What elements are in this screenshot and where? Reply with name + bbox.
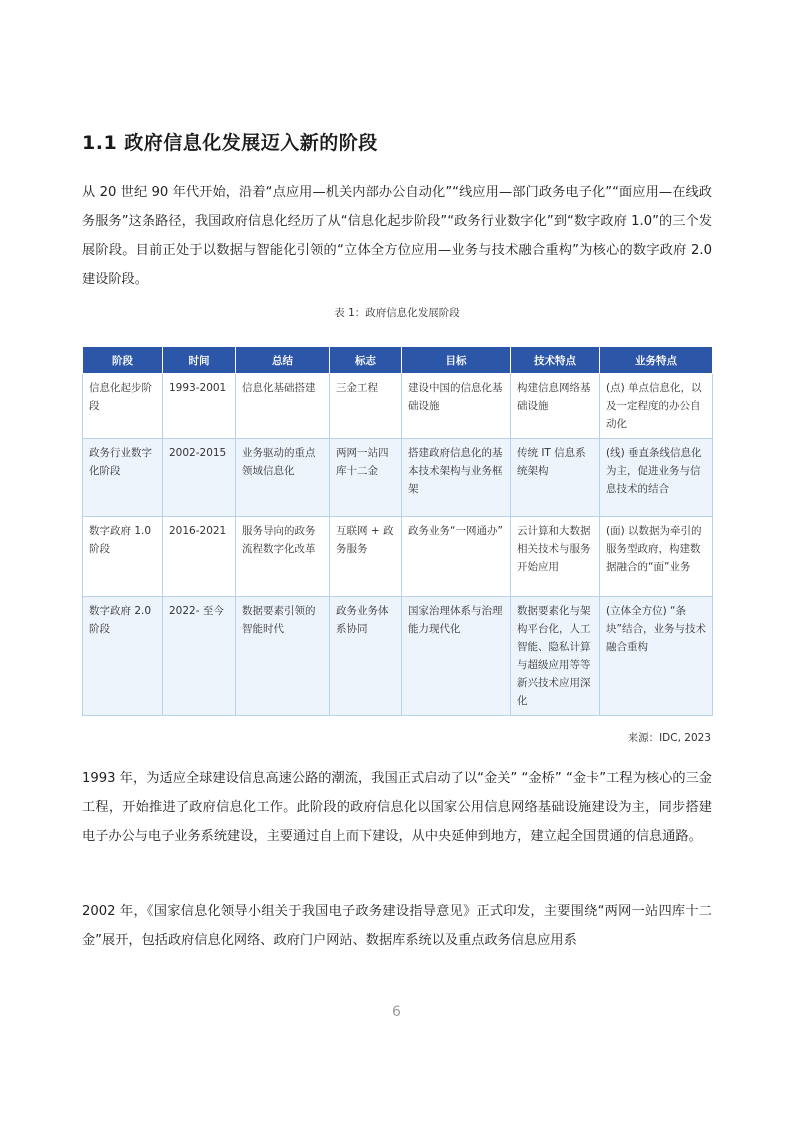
cell-business-features: (线) 垂直条线信息化为主，促进业务与信息技术的结合 (600, 439, 713, 517)
table-row (83, 517, 713, 597)
table-caption: 表 1：政府信息化发展阶段 (334, 307, 460, 319)
header-summary: 总结 (236, 347, 330, 374)
body-paragraph: 1993 年，为适应全球建设信息高速公路的潮流，我国正式启动了以“金关” “金桥” “金卡”工程为核心的三金工程，开始推进了政府信息化工作。此阶段的政府信息化以国家公用信息网络基础设施建设为主，同步搭建电子办公与电子业务系统建设，主要通过自上而下建设，从中央延伸到地方，建立起全国贯通的信息通路。 (82, 771, 712, 844)
cell-stage: 政务行业数字化阶段 (83, 439, 163, 517)
cell-tech-features: 传统 IT 信息系统架构 (511, 439, 600, 517)
cell-business-features: (点) 单点信息化，以及一定程度的办公自动化 (600, 374, 713, 439)
cell-stage: 数字政府 2.0 阶段 (83, 597, 163, 716)
cell-stage: 信息化起步阶段 (83, 374, 163, 439)
cell-marker: 两网一站四库十二金 (330, 439, 402, 517)
table-source: 来源：IDC, 2023 (627, 732, 711, 744)
cell-summary: 信息化基础搭建 (236, 374, 330, 439)
cell-goal: 政务业务“一网通办” (402, 517, 511, 597)
cell-business-features: (面) 以数据为牵引的服务型政府，构建数据融合的“面”业务 (600, 517, 713, 597)
cell-time: 1993-2001 (163, 374, 236, 439)
cell-summary: 服务导向的政务流程数字化改革 (236, 517, 330, 597)
table-row (83, 597, 713, 716)
header-tech-features: 技术特点 (511, 347, 600, 374)
cell-summary: 业务驱动的重点领域信息化 (236, 439, 330, 517)
cell-marker: 三金工程 (330, 374, 402, 439)
table-row (83, 374, 713, 439)
cell-time: 2016-2021 (163, 517, 236, 597)
page-number: 6 (392, 1004, 401, 1020)
cell-marker: 政务业务体系协同 (330, 597, 402, 716)
cell-time: 2022- 至今 (163, 597, 236, 716)
header-stage: 阶段 (83, 347, 163, 374)
table-row (83, 439, 713, 517)
cell-business-features: (立体全方位) “条块”结合，业务与技术融合重构 (600, 597, 713, 716)
cell-goal: 搭建政府信息化的基本技术架构与业务框架 (402, 439, 511, 517)
cell-marker: 互联网 + 政务服务 (330, 517, 402, 597)
header-time: 时间 (163, 347, 236, 374)
cell-tech-features: 构建信息网络基础设施 (511, 374, 600, 439)
cell-time: 2002-2015 (163, 439, 236, 517)
cell-goal: 国家治理体系与治理能力现代化 (402, 597, 511, 716)
cell-stage: 数字政府 1.0 阶段 (83, 517, 163, 597)
header-goal: 目标 (402, 347, 511, 374)
section-heading: 1.1 政府信息化发展迈入新的阶段 (82, 132, 378, 154)
cell-goal: 建设中国的信息化基础设施 (402, 374, 511, 439)
cell-summary: 数据要素引领的智能时代 (236, 597, 330, 716)
cell-tech-features: 数据要素化与架构平台化，人工智能、隐私计算与超级应用等等新兴技术应用深化 (511, 597, 600, 716)
header-marker: 标志 (330, 347, 402, 374)
body-paragraph: 2002 年，《国家信息化领导小组关于我国电子政务建设指导意见》正式印发，主要围绕“两网一站四库十二金”展开，包括政府信息化网络、政府门户网站、数据库系统以及重点政务信息应用系 (82, 904, 712, 948)
stages-table (82, 346, 713, 716)
header-business-features: 业务特点 (600, 347, 713, 374)
cell-tech-features: 云计算和大数据相关技术与服务开始应用 (511, 517, 600, 597)
intro-paragraph: 从 20 世纪 90 年代开始，沿着“点应用—机关内部办公自动化”“线应用—部门政务电子化”“面应用—在线政务服务”这条路径，我国政府信息化经历了从“信息化起步阶段”“政务行业数字化”到“数字政府 1.0”的三个发展阶段。目前正处于以数据与智能化引领的“立体全方位应用—业务与技术融合重构”为核心的数字政府 2.0 建设阶段。 (82, 185, 712, 287)
table-header-row (83, 347, 713, 374)
